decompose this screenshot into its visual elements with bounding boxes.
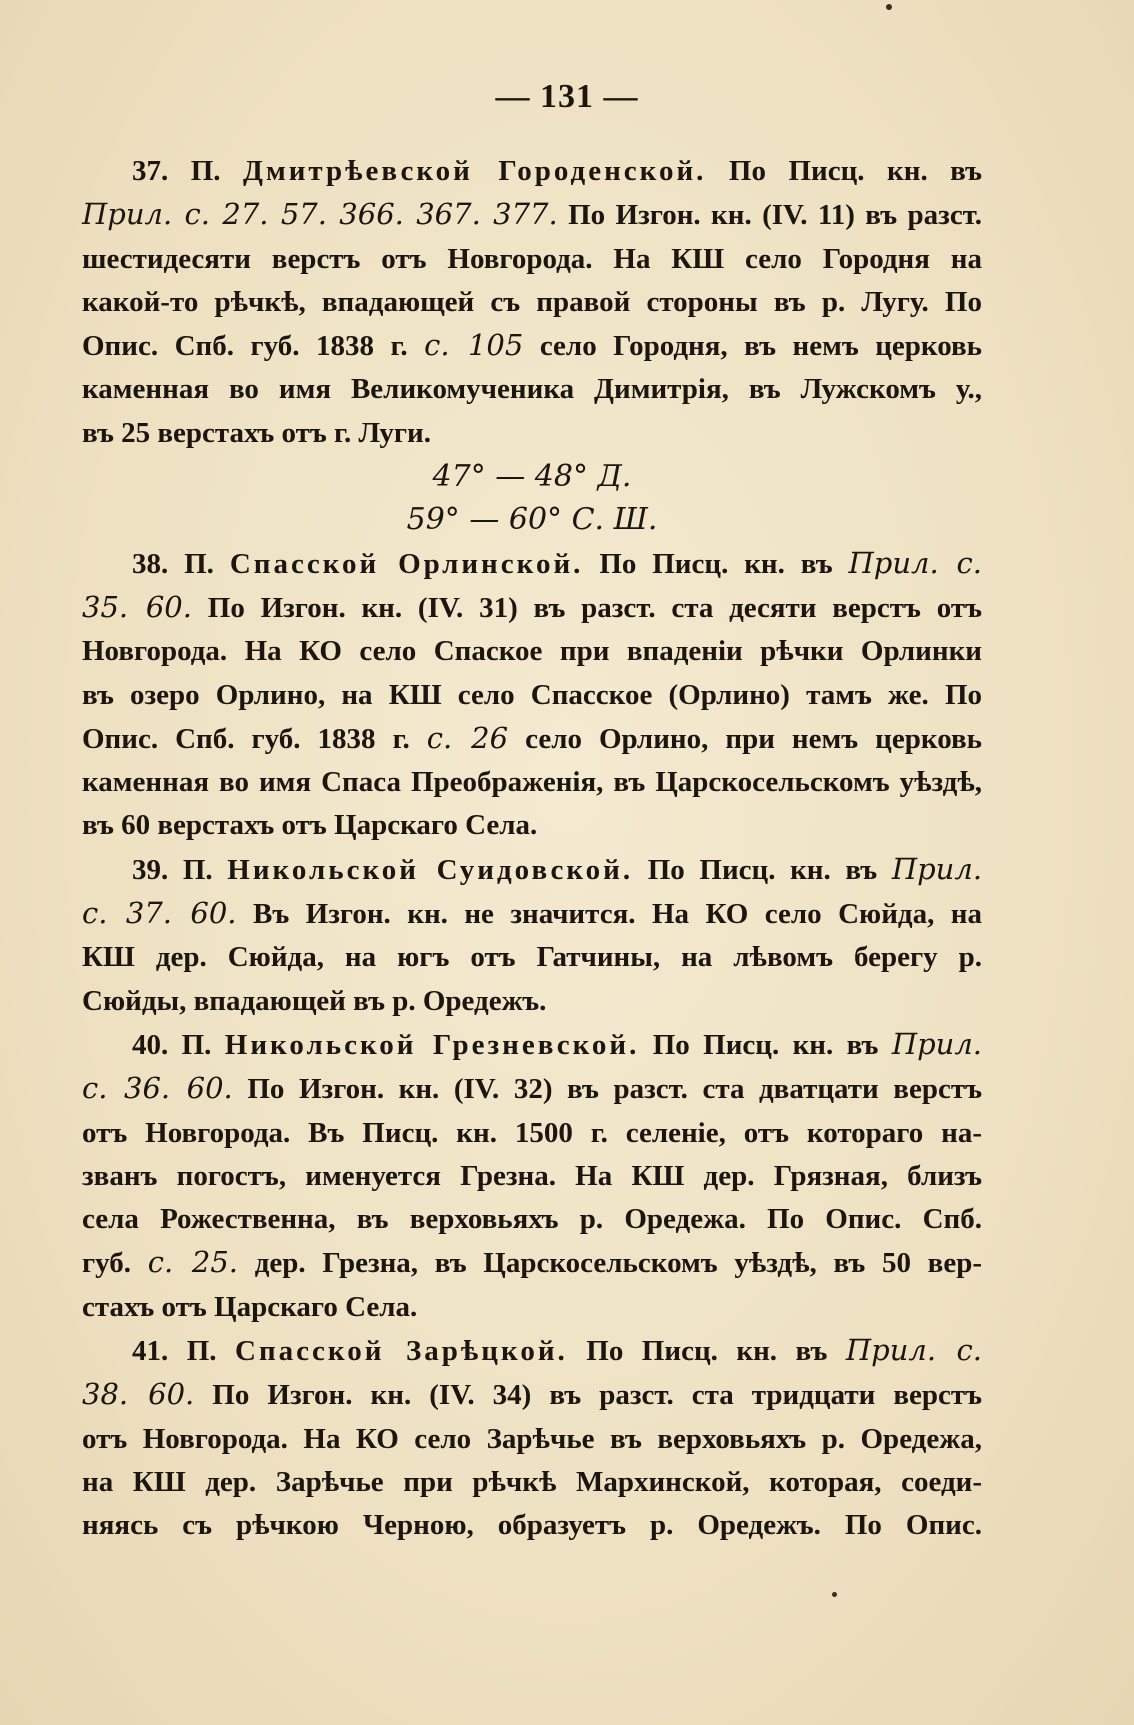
text-run: По Писц. кн. въ bbox=[586, 1335, 828, 1368]
reference-italic: Прил. bbox=[891, 851, 983, 886]
entry-38-line-1 bbox=[82, 542, 982, 586]
entry-number: 37. П. bbox=[132, 155, 221, 187]
entry-37-line-7: въ 25 верстахъ отъ г. Луги. bbox=[82, 416, 431, 449]
page-body bbox=[82, 150, 982, 1548]
entry-37-line-3: шестидесяти верстъ отъ Новгорода. На КШ село Городня на bbox=[82, 242, 982, 275]
text-run: губ. bbox=[82, 1247, 132, 1280]
entry-40-line-6 bbox=[82, 1241, 982, 1285]
pogost-name: Никольской Суидовской. bbox=[227, 853, 634, 886]
reference-italic: Прил. bbox=[891, 1026, 983, 1061]
text-run: По Изгон. кн. (IV. 32) въ разст. ста дватцати верстъ bbox=[247, 1073, 982, 1106]
entry-39-line-4: Сюйды, впадающей въ р. Оредежъ. bbox=[82, 984, 547, 1017]
reference-italic: Прил. с. 27. 57. 366. 367. 377. bbox=[82, 197, 558, 232]
entry-number: 41. П. bbox=[132, 1335, 217, 1368]
reference-italic: с. 25. bbox=[147, 1245, 238, 1280]
entry-40-line-4: званъ погостъ, именуется Грезна. На КШ дер. Грязная, близъ bbox=[82, 1159, 982, 1192]
reference-italic: 35. 60. bbox=[82, 589, 192, 624]
text-run: Въ Изгон. кн. не значится. На КО село Сюйда, на bbox=[252, 898, 982, 931]
entry-number: 38. П. bbox=[132, 547, 214, 580]
reference-italic: с. 26 bbox=[426, 720, 509, 755]
reference-italic: Прил. с. bbox=[848, 545, 983, 580]
entry-38-line-5 bbox=[82, 717, 982, 761]
text-run: дер. Грезна, въ Царскосельскомъ уѣздѣ, въ 50 вер- bbox=[254, 1247, 982, 1280]
coordinates-latitude: 59° — 60° С. Ш. bbox=[406, 502, 658, 538]
entry-37-line-5 bbox=[82, 324, 982, 368]
entry-40-line-3: отъ Новгорода. Въ Писц. кн. 1500 г. селеніе, отъ котораго на- bbox=[82, 1116, 982, 1149]
text-run: По Изгон. кн. (IV. 11) въ разст. bbox=[568, 199, 982, 232]
entry-41-line-4: на КШ дер. Зарѣчье при рѣчкѣ Мархинской, которая, соеди- bbox=[82, 1465, 982, 1498]
reference-italic: 38. 60. bbox=[82, 1377, 195, 1412]
page-number: — 131 — bbox=[495, 78, 639, 115]
text-run: По Писц. кн. въ bbox=[652, 1028, 879, 1061]
entry-41-line-5: няясь съ рѣчкою Черною, образуетъ р. Оредежъ. По Опис. bbox=[82, 1509, 982, 1542]
entry-38-line-2 bbox=[82, 586, 982, 630]
text-run: По Изгон. кн. (IV. 31) въ разст. ста десяти верстъ отъ bbox=[207, 591, 982, 624]
text-run: По Писц. кн. въ bbox=[728, 155, 983, 187]
pogost-name: Никольской Грезневской. bbox=[224, 1028, 640, 1061]
entry-39-line-1 bbox=[82, 848, 982, 892]
text-run: Опис. Спб. губ. 1838 г. bbox=[82, 330, 408, 363]
reference-italic: Прил. с. bbox=[845, 1333, 983, 1368]
entry-38-line-7: въ 60 верстахъ отъ Царскаго Села. bbox=[82, 809, 538, 842]
entry-38-line-3: Новгорода. На КО село Спаское при впаденіи рѣчки Орлинки bbox=[82, 635, 982, 668]
pogost-name: Спасской Орлинской. bbox=[229, 547, 584, 580]
entry-37-line-2 bbox=[82, 193, 982, 237]
entry-40-line-7: стахъ отъ Царскаго Села. bbox=[82, 1290, 418, 1323]
text-run: По Изгон. кн. (IV. 34) въ разст. ста тридцати верстъ bbox=[212, 1379, 983, 1412]
entry-37-line-6: каменная во имя Великомученика Димитрія, въ Лужскомъ у., bbox=[82, 373, 982, 406]
entry-39-line-2 bbox=[82, 892, 982, 936]
text-run: село Орлино, при немъ церковь bbox=[525, 722, 982, 755]
ink-speck bbox=[832, 1592, 837, 1597]
entry-41-line-2 bbox=[82, 1373, 982, 1417]
entry-38-line-4: въ озеро Орлино, на КШ село Спасское (Орлино) тамъ же. По bbox=[82, 678, 982, 711]
entry-41-line-1 bbox=[82, 1329, 982, 1373]
text-run: По Писц. кн. въ bbox=[599, 547, 833, 580]
ink-speck bbox=[886, 4, 892, 10]
entry-41-line-3: отъ Новгорода. На КО село Зарѣчье въ верховьяхъ р. Оредежа, bbox=[82, 1422, 982, 1455]
entry-number: 39. П. bbox=[132, 853, 213, 886]
entry-40-line-2 bbox=[82, 1067, 982, 1111]
entry-number: 40. П. bbox=[132, 1028, 212, 1061]
coordinates-longitude: 47° — 48° Д. bbox=[432, 459, 632, 495]
reference-italic: с. 36. 60. bbox=[82, 1071, 233, 1106]
reference-italic: с. 37. 60. bbox=[82, 896, 237, 931]
text-run: По Писц. кн. въ bbox=[647, 853, 878, 886]
entry-40-line-5: села Рожественна, въ верховьяхъ р. Оредежа. По Опис. Спб. bbox=[82, 1203, 982, 1236]
entry-38-line-6: каменная во имя Спаса Преображенія, въ Царскосельскомъ уѣздѣ, bbox=[82, 766, 982, 799]
pogost-name: Спасской Зарѣцкой. bbox=[235, 1335, 568, 1368]
reference-italic: с. 105 bbox=[424, 328, 524, 363]
entry-37-line-4: какой-то рѣчкѣ, впадающей съ правой стороны въ р. Лугу. По bbox=[82, 285, 982, 318]
entry-40-line-1 bbox=[82, 1023, 982, 1067]
text-run: село Городня, въ немъ церковь bbox=[539, 330, 983, 363]
entry-39-line-3: КШ дер. Сюйда, на югъ отъ Гатчины, на лѣвомъ берегу р. bbox=[82, 941, 982, 974]
text-run: Опис. Спб. губ. 1838 г. bbox=[82, 722, 410, 755]
entry-37-line-1 bbox=[82, 150, 982, 193]
pogost-name: Дмитрѣевской Городенской. bbox=[243, 155, 707, 187]
